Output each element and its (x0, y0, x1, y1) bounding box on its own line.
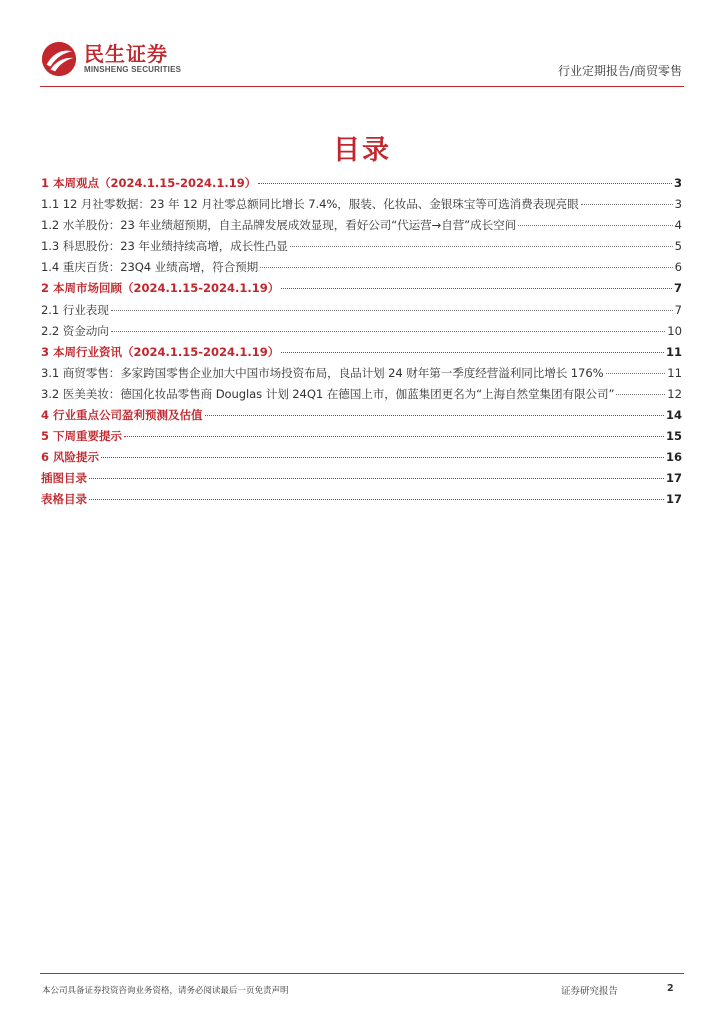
toc-leader-dots (281, 352, 664, 353)
toc-entry-page: 15 (665, 429, 682, 444)
toc-entry-label: 4 行业重点公司盈利预测及估值 (41, 408, 203, 423)
toc-leader-dots (111, 310, 673, 311)
logo-english-name: MINSHENG SECURITIES (84, 65, 182, 74)
toc-entry-page: 10 (667, 323, 682, 338)
toc-entry[interactable] (41, 447, 682, 468)
toc-entry-page: 14 (665, 408, 682, 423)
toc-leader-dots (111, 331, 666, 332)
toc-entry[interactable] (41, 384, 682, 405)
toc-leader-dots (101, 457, 664, 458)
toc-entry-label: 2 本周市场回顾（2024.1.15-2024.1.19） (41, 281, 280, 296)
toc-entry[interactable] (41, 257, 682, 278)
page-header (40, 40, 684, 86)
toc-title: 目录 (333, 135, 391, 166)
footer-doc-type: 证券研究报告 (561, 986, 619, 997)
toc-entry-page: 11 (665, 344, 682, 359)
report-type-label: 行业定期报告/商贸零售 (557, 64, 682, 78)
toc-entry-page: 16 (665, 450, 682, 465)
toc-entry-label: 1.3 科思股份：23 年业绩持续高增，成长性凸显 (41, 239, 288, 254)
header-divider (40, 86, 684, 87)
toc-entry-page: 17 (665, 471, 682, 486)
toc-entry-page: 3 (674, 197, 682, 212)
toc-entry[interactable] (41, 236, 682, 257)
toc-entry[interactable] (41, 426, 682, 447)
toc-leader-dots (581, 204, 673, 205)
toc-entry-label: 插图目录 (41, 471, 87, 486)
toc-entry-label: 3 本周行业资讯（2024.1.15-2024.1.19） (41, 344, 280, 359)
toc-leader-dots (124, 436, 664, 437)
toc-entry[interactable] (41, 342, 682, 363)
toc-leader-dots (205, 415, 664, 416)
table-of-contents (41, 173, 682, 511)
toc-entry-label: 3.1 商贸零售：多家跨国零售企业加大中国市场投资布局，良品计划 24 财年第一季度经营溢利同比增长 176% (41, 365, 604, 380)
toc-entry[interactable] (41, 321, 682, 342)
toc-entry-page: 7 (673, 281, 682, 296)
toc-entry[interactable] (41, 363, 682, 384)
toc-entry-label: 3.2 医美美妆：德国化妆品零售商 Douglas 计划 24Q1 在德国上市，伽蓝集团更名为“上海自然堂集团有限公司” (41, 386, 615, 401)
toc-entry-label: 2.1 行业表现 (41, 302, 109, 317)
toc-entry-page: 17 (665, 492, 682, 507)
footer-divider (40, 973, 684, 974)
toc-entry-page: 11 (667, 365, 682, 380)
toc-entry[interactable] (41, 489, 682, 510)
toc-entry-label: 5 下周重要提示 (41, 429, 123, 444)
toc-entry[interactable] (41, 215, 682, 236)
toc-entry[interactable] (41, 405, 682, 426)
toc-leader-dots (260, 267, 673, 268)
logo-chinese-name: 民生证券 (84, 42, 168, 66)
toc-entry-label: 1.1 12 月社零数据：23 年 12 月社零总额同比增长 7.4%，服装、化妆品、金银珠宝等可选消费表现亮眼 (41, 197, 579, 212)
toc-leader-dots (616, 394, 665, 395)
toc-entry-label: 2.2 资金动向 (41, 323, 109, 338)
page-number: 2 (667, 983, 674, 994)
toc-entry-label: 表格目录 (41, 492, 87, 507)
toc-entry-page: 12 (667, 386, 682, 401)
toc-entry-page: 5 (674, 239, 682, 254)
toc-entry[interactable] (41, 300, 682, 321)
toc-entry[interactable] (41, 173, 682, 194)
toc-entry-label: 1.2 水羊股份：23 年业绩超预期，自主品牌发展成效显现，看好公司“代运营→自营”成长空间 (41, 218, 517, 233)
toc-entry[interactable] (41, 278, 682, 299)
toc-entry-page: 4 (674, 218, 682, 233)
toc-entry-label: 6 风险提示 (41, 450, 100, 465)
toc-leader-dots (258, 183, 672, 184)
toc-leader-dots (89, 478, 664, 479)
toc-leader-dots (290, 246, 673, 247)
toc-leader-dots (89, 499, 664, 500)
toc-entry-label: 1 本周观点（2024.1.15-2024.1.19） (41, 176, 257, 190)
toc-leader-dots (281, 288, 672, 289)
minsheng-logo-icon (40, 40, 78, 78)
toc-leader-dots (518, 225, 673, 226)
toc-leader-dots (606, 373, 666, 374)
toc-entry-page: 6 (674, 260, 682, 275)
toc-entry-label: 1.4 重庆百货：23Q4 业绩高增，符合预期 (41, 260, 259, 275)
toc-entry-page: 7 (674, 302, 682, 317)
toc-entry[interactable] (41, 468, 682, 489)
toc-entry[interactable] (41, 194, 682, 215)
toc-entry-page: 3 (673, 176, 682, 190)
company-logo (40, 40, 181, 78)
footer-disclaimer: 本公司具备证券投资咨询业务资格，请务必阅读最后一页免责声明 (42, 986, 289, 996)
